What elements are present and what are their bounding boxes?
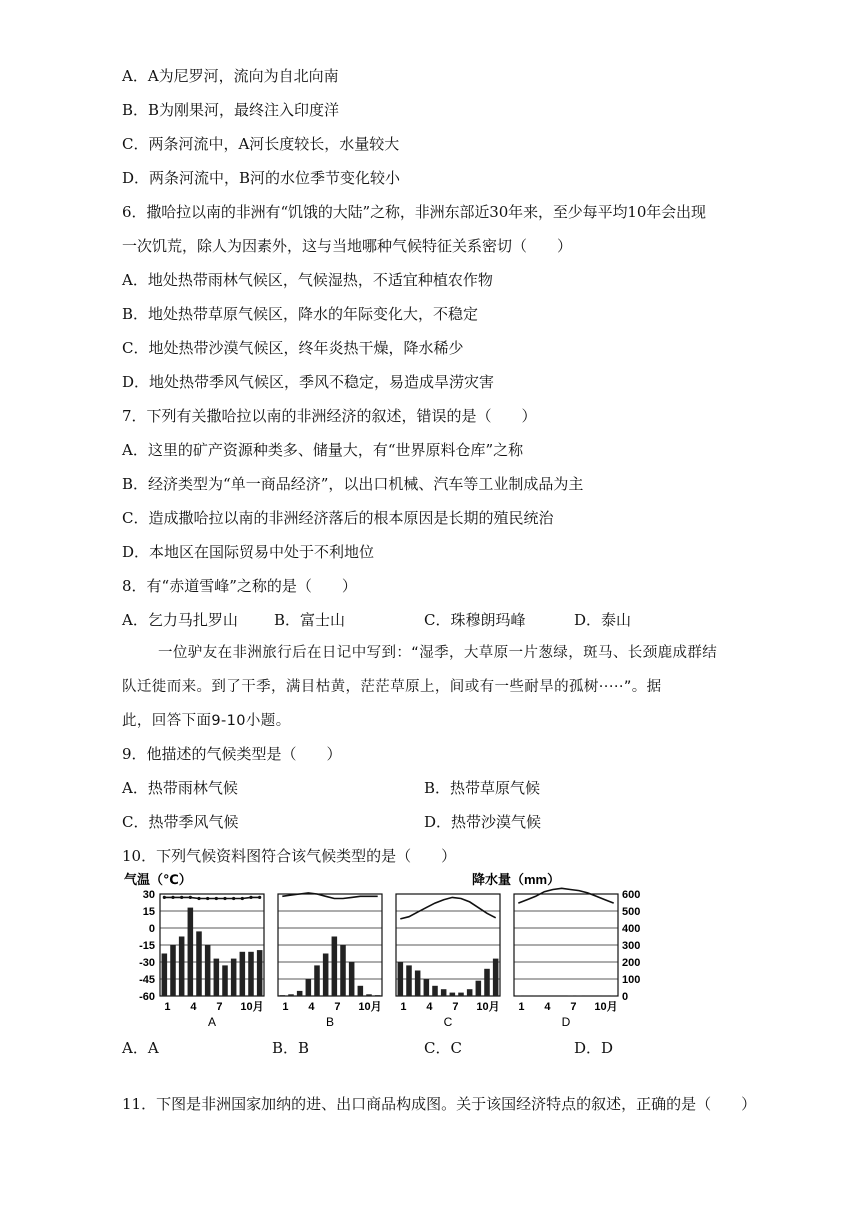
temperature-point xyxy=(241,897,244,900)
month-tick-label: 10月 xyxy=(594,1001,618,1013)
panel-label: A xyxy=(207,1015,217,1029)
temperature-point xyxy=(171,896,174,899)
temperature-point xyxy=(258,896,261,899)
precip-bar xyxy=(179,937,185,997)
reading-passage xyxy=(122,636,744,738)
precip-bar xyxy=(288,994,294,996)
q11-stem: 11．下图是非洲国家加纳的进、出口商品构成图。关于该国经济特点的叙述，正确的是（ ） xyxy=(122,1095,757,1113)
panel-label: D xyxy=(561,1015,571,1029)
month-tick-label: 7 xyxy=(452,1001,459,1013)
precip-bar xyxy=(162,954,168,997)
precip-bar xyxy=(467,989,473,996)
precip-bar xyxy=(240,952,246,996)
precipitation-tick-label: 200 xyxy=(622,957,641,969)
precip-bar xyxy=(450,993,456,996)
q9-option-c: C．热带季风气候 xyxy=(122,813,239,831)
precipitation-tick-label: 600 xyxy=(622,889,641,901)
temperature-point xyxy=(223,897,226,900)
temperature-line xyxy=(400,897,495,919)
month-tick-label: 7 xyxy=(334,1001,341,1013)
temperature-tick-label: -30 xyxy=(139,957,155,969)
precip-bar xyxy=(248,952,254,996)
q6-option-c: C．地处热带沙漠气候区，终年炎热干燥，降水稀少 xyxy=(122,339,464,357)
q5-option-a: A．A为尼罗河，流向为自北向南 xyxy=(122,67,339,85)
month-tick-label: 10月 xyxy=(358,1001,382,1013)
month-tick-label: 1 xyxy=(164,1001,171,1013)
month-tick-label: 10月 xyxy=(476,1001,500,1013)
temperature-line xyxy=(518,888,613,903)
q6-stem-line1: 6．撒哈拉以南的非洲有“饥饿的大陆”之称，非洲东部近30年来，至少每平均10年会出现 xyxy=(122,203,706,221)
temperature-tick-label: 15 xyxy=(142,906,155,918)
precipitation-tick-label: 0 xyxy=(622,991,629,1003)
precip-bar xyxy=(398,962,404,996)
q10-option-a: A．A xyxy=(122,1039,159,1057)
q9-option-b: B．热带草原气候 xyxy=(424,779,541,797)
temperature-point xyxy=(232,897,235,900)
month-tick-label: 7 xyxy=(570,1001,577,1013)
q6-stem-line2: 一次饥荒，除人为因素外，这与当地哪种气候特征关系密切（ ） xyxy=(122,237,573,255)
q5-option-d: D．两条河流中，B河的水位季节变化较小 xyxy=(122,169,401,187)
q5-option-b: B．B为刚果河，最终注入印度洋 xyxy=(122,101,340,119)
q10-option-b: B．B xyxy=(272,1039,310,1057)
temperature-point xyxy=(163,896,166,899)
q6-option-d: D．地处热带季风气候区，季风不稳定，易造成旱涝灾害 xyxy=(122,373,495,391)
precip-bar xyxy=(576,995,582,996)
precip-bar xyxy=(458,993,464,996)
temperature-point xyxy=(197,897,200,900)
climate-charts-svg xyxy=(122,870,641,1030)
temperature-point xyxy=(249,896,252,899)
precip-bar xyxy=(280,995,286,996)
q8-stem: 8．有“赤道雪峰”之称的是（ ） xyxy=(122,577,357,595)
precip-bar xyxy=(205,945,211,996)
q7-option-b: B．经济类型为“单一商品经济”，以出口机械、汽车等工业制成品为主 xyxy=(122,475,584,493)
precip-bar xyxy=(493,959,499,996)
precip-bar xyxy=(297,991,303,996)
precip-bar xyxy=(375,995,381,996)
temperature-line xyxy=(164,897,259,898)
precip-bar xyxy=(432,986,438,996)
q9-option-a: A．热带雨林气候 xyxy=(122,779,238,797)
q5-option-c: C．两条河流中，A河长度较长，水量较大 xyxy=(122,135,400,153)
q7-option-d: D．本地区在国际贸易中处于不利地位 xyxy=(122,543,375,561)
precip-bar xyxy=(222,965,228,996)
month-tick-label: 4 xyxy=(426,1001,433,1013)
precip-bar xyxy=(366,994,372,996)
panel-label: B xyxy=(325,1015,335,1029)
precip-bar xyxy=(170,945,176,996)
precip-bar xyxy=(484,969,490,996)
q7-option-c: C．造成撒哈拉以南的非洲经济落后的根本原因是长期的殖民统治 xyxy=(122,509,554,527)
precip-bar xyxy=(306,979,312,996)
q7-stem: 7．下列有关撒哈拉以南的非洲经济的叙述，错误的是（ ） xyxy=(122,407,537,425)
month-tick-label: 4 xyxy=(308,1001,315,1013)
month-tick-label: 4 xyxy=(190,1001,197,1013)
precipitation-axis-title: 降水量（mm） xyxy=(472,872,561,887)
q6-option-a: A．地处热带雨林气候区，气候湿热，不适宜种植农作物 xyxy=(122,271,493,289)
precip-bar xyxy=(340,945,346,996)
q10-stem: 10．下列气候资料图符合该气候类型的是（ ） xyxy=(122,847,457,865)
temperature-tick-label: -60 xyxy=(139,991,155,1003)
precip-bar xyxy=(214,959,220,996)
temperature-axis-title: 气温（℃） xyxy=(124,872,192,887)
precip-bar xyxy=(188,908,194,996)
temperature-tick-label: -15 xyxy=(139,940,155,952)
panel-label: C xyxy=(443,1015,453,1029)
month-tick-label: 1 xyxy=(282,1001,289,1013)
passage-line2: 队迁徙而来。到了干季，满目枯黄，茫茫草原上，间或有一些耐旱的孤树·····”。据 xyxy=(122,679,662,695)
q8-option-d: D．泰山 xyxy=(574,611,632,629)
temperature-tick-label: 30 xyxy=(142,889,155,901)
precipitation-tick-label: 300 xyxy=(622,940,641,952)
precip-bar xyxy=(415,971,421,997)
precip-bar xyxy=(441,989,447,996)
precip-bar xyxy=(314,965,320,996)
precipitation-tick-label: 500 xyxy=(622,906,641,918)
q7-option-a: A．这里的矿产资源种类多、储量大，有“世界原料仓库”之称 xyxy=(122,441,524,459)
precip-bar xyxy=(196,931,202,996)
q8-option-c: C．珠穆朗玛峰 xyxy=(424,611,526,629)
month-tick-label: 1 xyxy=(518,1001,525,1013)
q9-stem: 9．他描述的气候类型是（ ） xyxy=(122,745,342,763)
passage-line3: 此，回答下面9-10小题。 xyxy=(122,713,291,729)
q10-option-d: D．D xyxy=(574,1039,614,1057)
precipitation-tick-label: 100 xyxy=(622,974,641,986)
month-tick-label: 4 xyxy=(544,1001,551,1013)
precip-bar xyxy=(349,962,355,996)
temperature-tick-label: -45 xyxy=(139,974,155,986)
precip-bar xyxy=(406,965,412,996)
q8-option-a: A．乞力马扎罗山 xyxy=(122,611,238,629)
precip-bar xyxy=(323,954,329,997)
q8-option-b: B．富士山 xyxy=(274,611,346,629)
precip-bar xyxy=(257,950,263,996)
q9-option-d: D．热带沙漠气候 xyxy=(424,813,542,831)
precip-bar xyxy=(332,937,338,997)
temperature-point xyxy=(180,896,183,899)
passage-line1: 一位驴友在非洲旅行后在日记中写到：“湿季，大草原一片葱绿，斑马、长颈鹿成群结 xyxy=(158,645,718,661)
q6-option-b: B．地处热带草原气候区，降水的年际变化大，不稳定 xyxy=(122,305,479,323)
month-tick-label: 1 xyxy=(400,1001,407,1013)
q10-option-c: C．C xyxy=(424,1039,462,1057)
temperature-tick-label: 0 xyxy=(148,923,155,935)
precip-bar xyxy=(358,986,364,996)
month-tick-label: 7 xyxy=(216,1001,223,1013)
precipitation-tick-label: 400 xyxy=(622,923,641,935)
precip-bar xyxy=(231,959,237,996)
precip-bar xyxy=(424,979,430,996)
precip-bar xyxy=(476,981,482,996)
climate-charts xyxy=(122,870,641,1030)
temperature-point xyxy=(215,897,218,900)
temperature-point xyxy=(189,896,192,899)
temperature-point xyxy=(206,897,209,900)
month-tick-label: 10月 xyxy=(240,1001,264,1013)
